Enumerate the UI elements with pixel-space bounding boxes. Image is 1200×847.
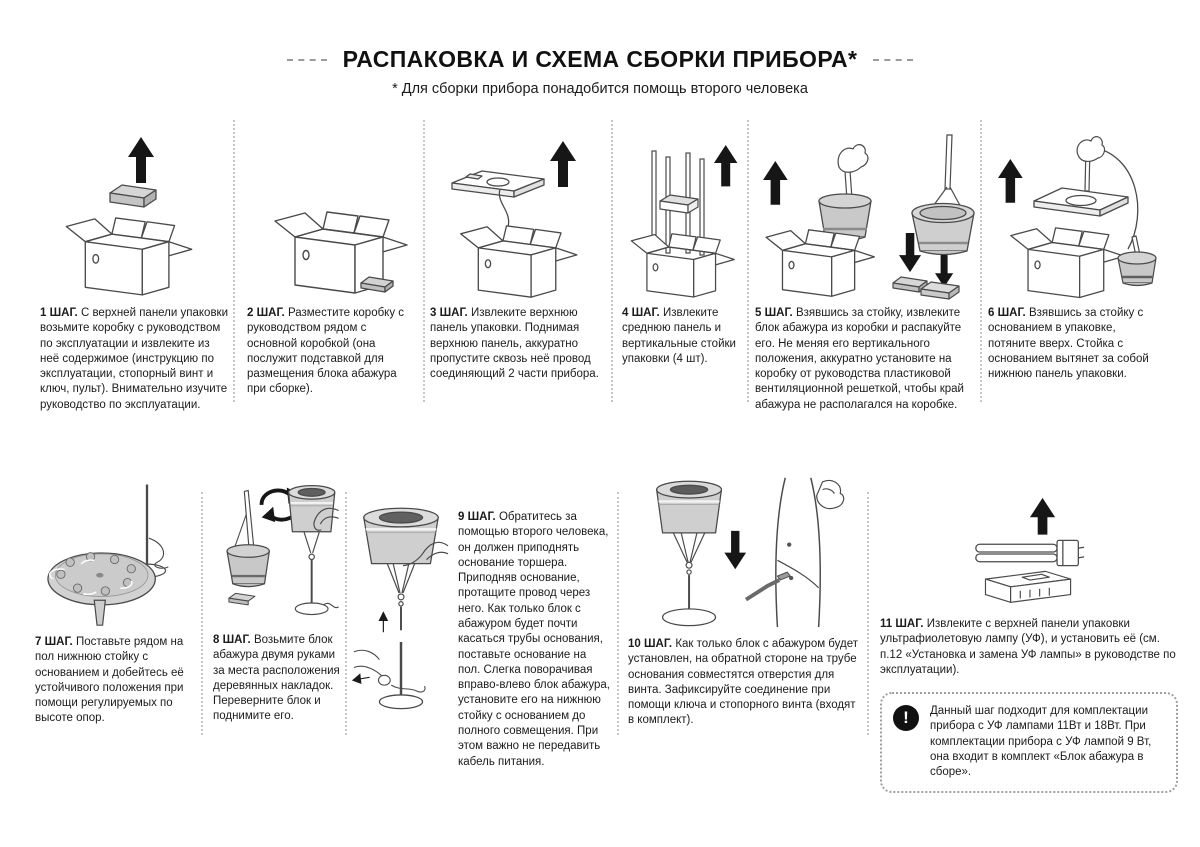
step-11-text: [880, 617, 1178, 678]
step-6-label: 6 ШАГ.: [988, 307, 1026, 319]
column-divider: [201, 492, 203, 735]
lamp-pole: [945, 135, 952, 189]
step-6: [988, 133, 1166, 382]
step-3-text: [430, 306, 602, 382]
manual-box-support: [921, 282, 959, 299]
step-3-label: 3 ШАГ.: [430, 307, 468, 319]
step-3-illustration: [430, 133, 602, 301]
step-9-label: 9 ШАГ.: [458, 511, 496, 523]
panel-on-floor: [229, 593, 255, 605]
page-subtitle: * Для сборки прибора понадобится помощь второго человека: [392, 81, 808, 97]
step-7-body: Поставьте рядом на пол нижнюю стойку с основанием и добейтесь её устойчивого положения при помощи регулируемых по высоте опор.: [35, 636, 184, 725]
step-6-body: Взявшись за стойку с основанием в упаковке, потяните вверх. Стойка с основанием вытянет за собой нижнюю панель упаковки.: [988, 307, 1149, 381]
step-7-illustration: [35, 476, 197, 630]
step-2-label: 2 ШАГ.: [247, 307, 285, 319]
step-4-text: [622, 306, 740, 367]
lamp-shade: [657, 481, 722, 533]
top-panel: [452, 171, 544, 197]
step-4-label: 4 ШАГ.: [622, 307, 660, 319]
step-11-label: 11 ШАГ.: [880, 618, 924, 630]
step-10: [628, 470, 864, 729]
shade-block-small: [1118, 236, 1156, 286]
step-7: [35, 476, 197, 727]
step-4: [622, 133, 740, 367]
step-9-body: Обратитесь за помощью второго человека, он должен приподнять основание торшера. Приподняв основание, протащите провод через него. Как только блок с абажуром будет почти касаться трубы основания, поставьте основание на пол. Слегка поворачивая вправо-влево блок абажура, установите его на нижнюю стойку с основанием до полного совмещения. При этом важно не передавить кабель питания.: [458, 511, 610, 768]
step-5-text: [755, 306, 977, 413]
pole-closeup: [776, 478, 820, 627]
up-arrow-icon: [714, 145, 737, 186]
pole-stub: [94, 600, 105, 625]
shade-block-on-stand: [912, 204, 974, 255]
note-text: Данный шаг подходит для комплектации прибора с УФ лампами 11Вт и 18Вт. При комплектации прибора с УФ лампой 9 Вт, она входит в комплект «Блок абажура в сборе».: [930, 705, 1152, 779]
step-2-body: Разместите коробку с руководством рядом с основной коробкой (она послужит подставкой для размещения блока абажура при сборке).: [247, 307, 405, 396]
lamp-rod: [244, 490, 254, 550]
lamp-stand: [295, 532, 338, 615]
hand: [817, 481, 844, 509]
shade-block-packed: [227, 545, 269, 587]
step-11-illustration: [880, 494, 1178, 612]
column-divider: [233, 120, 235, 402]
step-9: [352, 502, 610, 770]
small-up-arrow-icon: [379, 613, 387, 633]
step-4-body: Извлеките среднюю панель и вертикальные стойки упаковки (4 шт).: [622, 307, 736, 365]
column-divider: [617, 492, 619, 735]
up-arrow-icon: [128, 137, 154, 183]
step-2-text: [247, 306, 417, 398]
step-8-label: 8 ШАГ.: [213, 634, 251, 646]
column-divider: [423, 120, 425, 402]
step-5-label: 5 ШАГ.: [755, 307, 793, 319]
step-4-illustration: [622, 133, 740, 301]
hand: [1077, 137, 1104, 162]
step-5: [755, 133, 977, 413]
header: [0, 46, 1200, 73]
column-divider: [980, 120, 982, 402]
step-9-illustration: [352, 502, 450, 770]
small-left-arrow-icon: [353, 674, 370, 683]
step-6-text: [988, 306, 1166, 382]
up-arrow-icon: [550, 141, 576, 187]
column-divider: [345, 492, 347, 735]
page-title: РАСПАКОВКА И СХЕМА СБОРКИ ПРИБОРА*: [342, 46, 858, 72]
step-1-illustration: [40, 133, 230, 301]
step-1: [40, 133, 230, 413]
open-box: [631, 234, 734, 297]
open-box: [461, 226, 577, 297]
uv-lamp: [976, 540, 1084, 565]
note-box: [880, 692, 1178, 792]
step-1-label: 1 ШАГ.: [40, 307, 78, 319]
open-box: [66, 218, 191, 295]
stand-base: [379, 695, 422, 709]
manual-box: [110, 185, 156, 207]
down-arrow-icon: [724, 531, 746, 569]
step-8-body: Возьмите блок абажура двумя руками за места расположения деревянных накладок. Переверните блок и поднимите его.: [213, 634, 340, 723]
step-6-illustration: [988, 133, 1166, 301]
title-dash-left: [287, 59, 327, 61]
hands-sketch: [354, 650, 425, 692]
step-8-illustration: [213, 476, 343, 628]
step-8-text: [213, 633, 343, 725]
step-11-body: Извлеките с верхней панели упаковки ультрафиолетовую лампу (УФ), и установить её (см. п.12 «Установка и замена УФ лампы» в руководстве по эксплуатации).: [880, 618, 1176, 676]
lamp-shade: [364, 508, 438, 563]
title-dash-right: [873, 59, 913, 61]
open-box: [1011, 228, 1125, 298]
hand: [838, 145, 868, 173]
hex-key: [746, 572, 790, 599]
cone-and-pole: [387, 564, 414, 631]
step-1-body: С верхней панели упаковки возьмите коробку с руководством по эксплуатации и извлеките из неё содержимое (инструкцию по эксплуатации, стопорный винт и ключ, пульт). Внимательно изучите руководство по эксплуатации.: [40, 307, 229, 411]
step-2: [247, 133, 417, 398]
step-3: [430, 133, 602, 382]
column-divider: [747, 120, 749, 402]
open-box: [766, 230, 874, 296]
step-9-text: [458, 502, 610, 770]
step-10-text: [628, 637, 864, 729]
exclamation-icon: !: [893, 705, 919, 731]
cone-and-pole: [663, 533, 716, 626]
step-7-text: [35, 635, 197, 727]
step-10-body: Как только блок с абажуром будет установлен, на обратной стороне на трубе основания совместятся отверстия для винта. Зафиксируйте соединение при помощи ключа и стопорного винта (входят в комплект).: [628, 638, 859, 727]
base-underside: [48, 553, 155, 605]
middle-panel: [660, 195, 698, 213]
step-5-illustration: [755, 133, 977, 301]
step-2-illustration: [247, 133, 417, 301]
step-10-illustration: [628, 470, 864, 632]
up-arrow-icon: [998, 159, 1023, 203]
step-5-body: Взявшись за стойку, извлеките блок абажура из коробки и распакуйте его. Не меняя его вертикального положения, аккуратно установите на коробку от руководства пластиковой вентиляционной решеткой, чтобы край абажура не располагался на коробке.: [755, 307, 964, 411]
column-divider: [611, 120, 613, 402]
up-arrow-icon: [763, 161, 788, 205]
step-3-body: Извлеките верхнюю панель упаковки. Поднимая верхнюю панель, аккуратно пропустите сквозь неё провод соединяющий 2 части прибора.: [430, 307, 599, 381]
column-divider: [867, 492, 869, 735]
step-8: [213, 476, 343, 725]
step-1-text: [40, 306, 230, 413]
step-10-label: 10 ШАГ.: [628, 638, 673, 650]
step-11: [880, 494, 1178, 793]
bottom-panel: [1034, 188, 1128, 216]
up-arrow-icon: [1030, 498, 1055, 535]
step-7-label: 7 ШАГ.: [35, 636, 73, 648]
foam-packing: [985, 571, 1070, 602]
